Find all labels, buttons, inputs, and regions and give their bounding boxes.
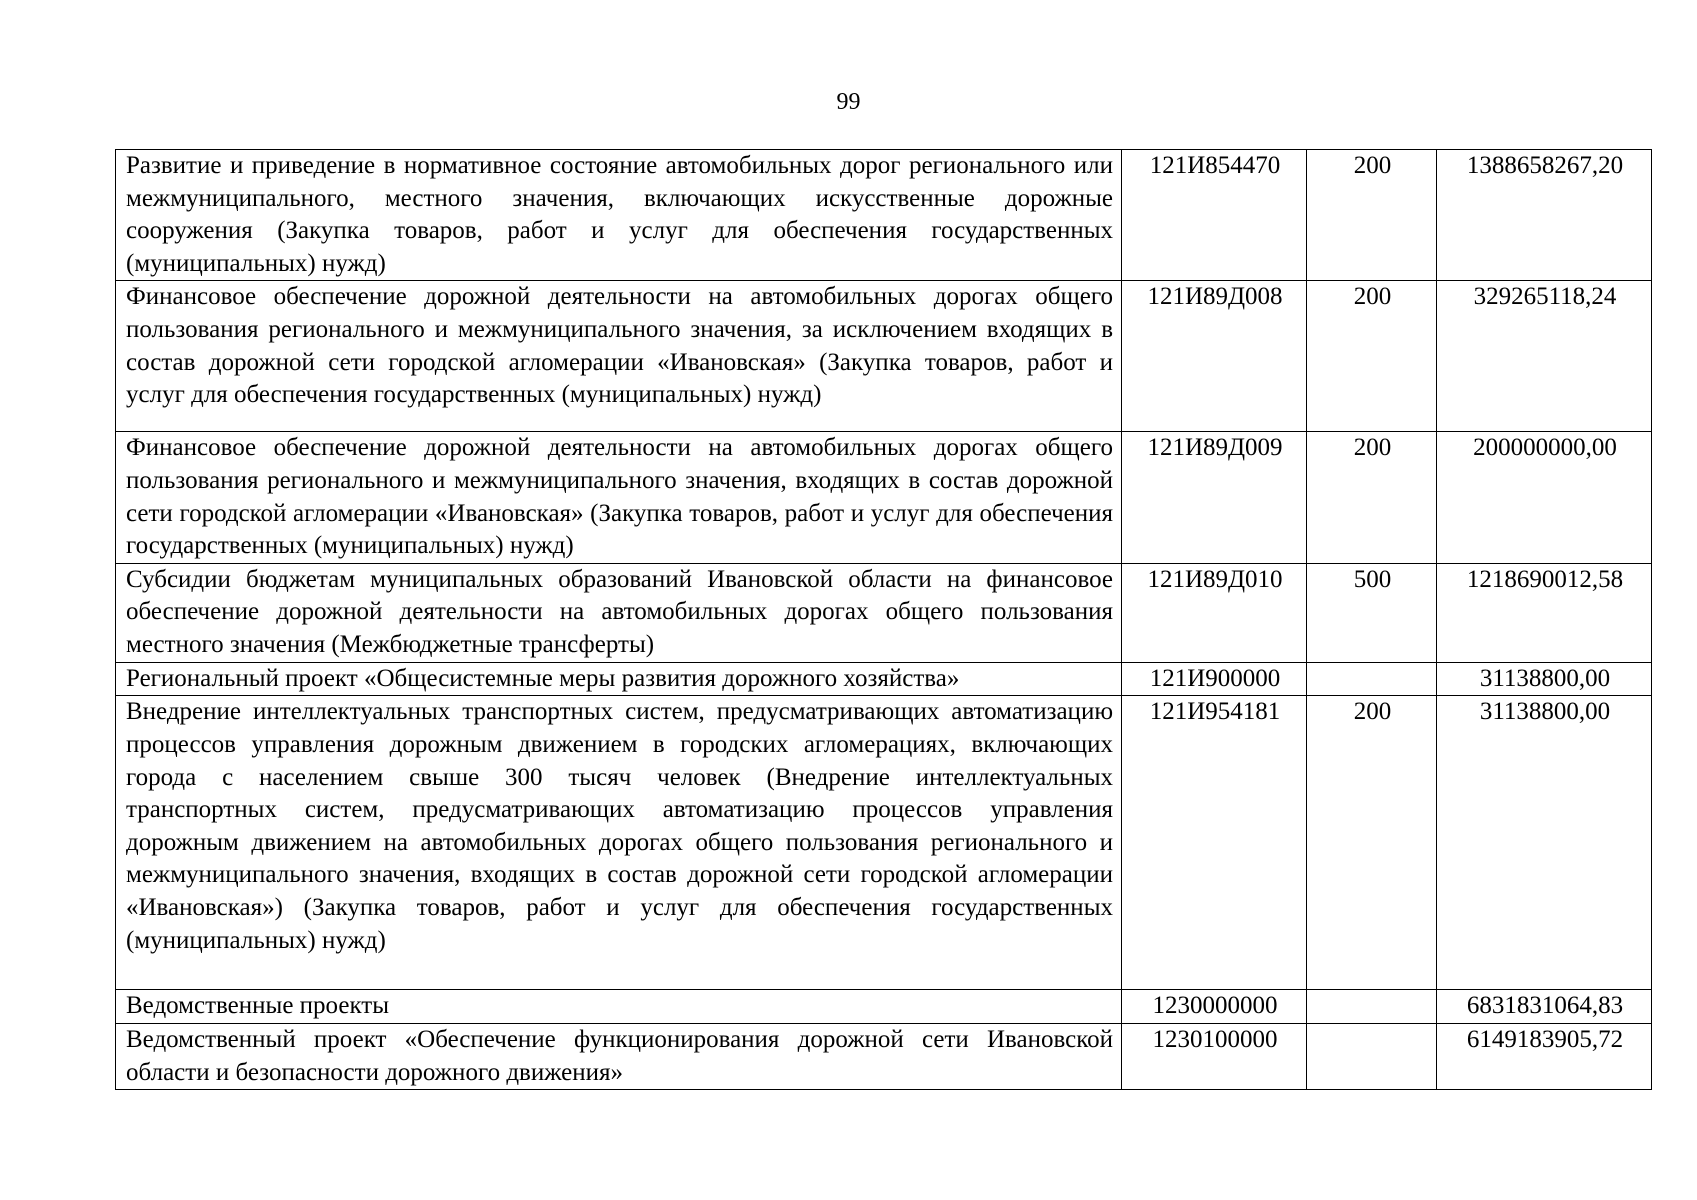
row-code-cell: 121И954181 [1122, 696, 1307, 990]
row-name-cell: Ведомственные проекты [116, 990, 1122, 1024]
table-row [116, 1023, 1652, 1089]
table-row [116, 563, 1652, 662]
table-row [116, 281, 1652, 432]
row-type-cell: 200 [1307, 281, 1437, 432]
row-type-cell: 200 [1307, 150, 1437, 281]
row-sum-cell: 1218690012,58 [1437, 563, 1652, 662]
table-row [116, 662, 1652, 696]
page-number: 99 [836, 89, 861, 115]
row-code-cell: 1230100000 [1122, 1023, 1307, 1089]
row-name-cell: Ведомственный проект «Обеспечение функционирования дорожной сети Ивановской области и безопасности дорожного движения» [116, 1023, 1122, 1089]
row-code-cell: 121И89Д009 [1122, 432, 1307, 563]
row-name-cell: Внедрение интеллектуальных транспортных систем, предусматривающих автоматизацию процессов управления дорожным движением в городских агломерациях, включающих города с населением свыше 300 тысяч человек (Внедрение интеллектуальных транспортных систем, предусматривающих автоматизацию процессов управления дорожным движением на автомобильных дорогах общего пользования регионального и межмуниципального значения, входящих в состав дорожной сети городской агломерации «Ивановская») (Закупка товаров, работ и услуг для обеспечения государственных (муниципальных) нужд) [116, 696, 1122, 990]
table-row [116, 432, 1652, 563]
row-code-cell: 121И900000 [1122, 662, 1307, 696]
row-type-cell: 500 [1307, 563, 1437, 662]
budget-table [115, 149, 1652, 1090]
row-sum-cell: 200000000,00 [1437, 432, 1652, 563]
row-name-cell: Развитие и приведение в нормативное состояние автомобильных дорог регионального или межмуниципального, местного значения, включающих искусственные дорожные сооружения (Закупка товаров, работ и услуг для обеспечения государственных (муниципальных) нужд) [116, 150, 1122, 281]
row-type-cell: 200 [1307, 432, 1437, 563]
row-type-cell: 200 [1307, 696, 1437, 990]
row-name-cell: Финансовое обеспечение дорожной деятельности на автомобильных дорогах общего пользования регионального и межмуниципального значения, за исключением входящих в состав дорожной сети городской агломерации «Ивановская» (Закупка товаров, работ и услуг для обеспечения государственных (муниципальных) нужд) [116, 281, 1122, 432]
row-sum-cell: 31138800,00 [1437, 662, 1652, 696]
row-code-cell: 121И89Д010 [1122, 563, 1307, 662]
row-code-cell: 121И854470 [1122, 150, 1307, 281]
row-type-cell [1307, 990, 1437, 1024]
row-type-cell [1307, 662, 1437, 696]
row-sum-cell: 31138800,00 [1437, 696, 1652, 990]
table-row [116, 150, 1652, 281]
row-name-cell: Субсидии бюджетам муниципальных образований Ивановской области на финансовое обеспечение дорожной деятельности на автомобильных дорогах общего пользования местного значения (Межбюджетные трансферты) [116, 563, 1122, 662]
table-row [116, 990, 1652, 1024]
row-sum-cell: 6149183905,72 [1437, 1023, 1652, 1089]
row-code-cell: 1230000000 [1122, 990, 1307, 1024]
row-name-cell: Финансовое обеспечение дорожной деятельности на автомобильных дорогах общего пользования регионального и межмуниципального значения, входящих в состав дорожной сети городской агломерации «Ивановская» (Закупка товаров, работ и услуг для обеспечения государственных (муниципальных) нужд) [116, 432, 1122, 563]
row-name-cell: Региональный проект «Общесистемные меры развития дорожного хозяйства» [116, 662, 1122, 696]
table-row [116, 696, 1652, 990]
row-sum-cell: 6831831064,83 [1437, 990, 1652, 1024]
row-code-cell: 121И89Д008 [1122, 281, 1307, 432]
row-sum-cell: 1388658267,20 [1437, 150, 1652, 281]
row-type-cell [1307, 1023, 1437, 1089]
row-sum-cell: 329265118,24 [1437, 281, 1652, 432]
